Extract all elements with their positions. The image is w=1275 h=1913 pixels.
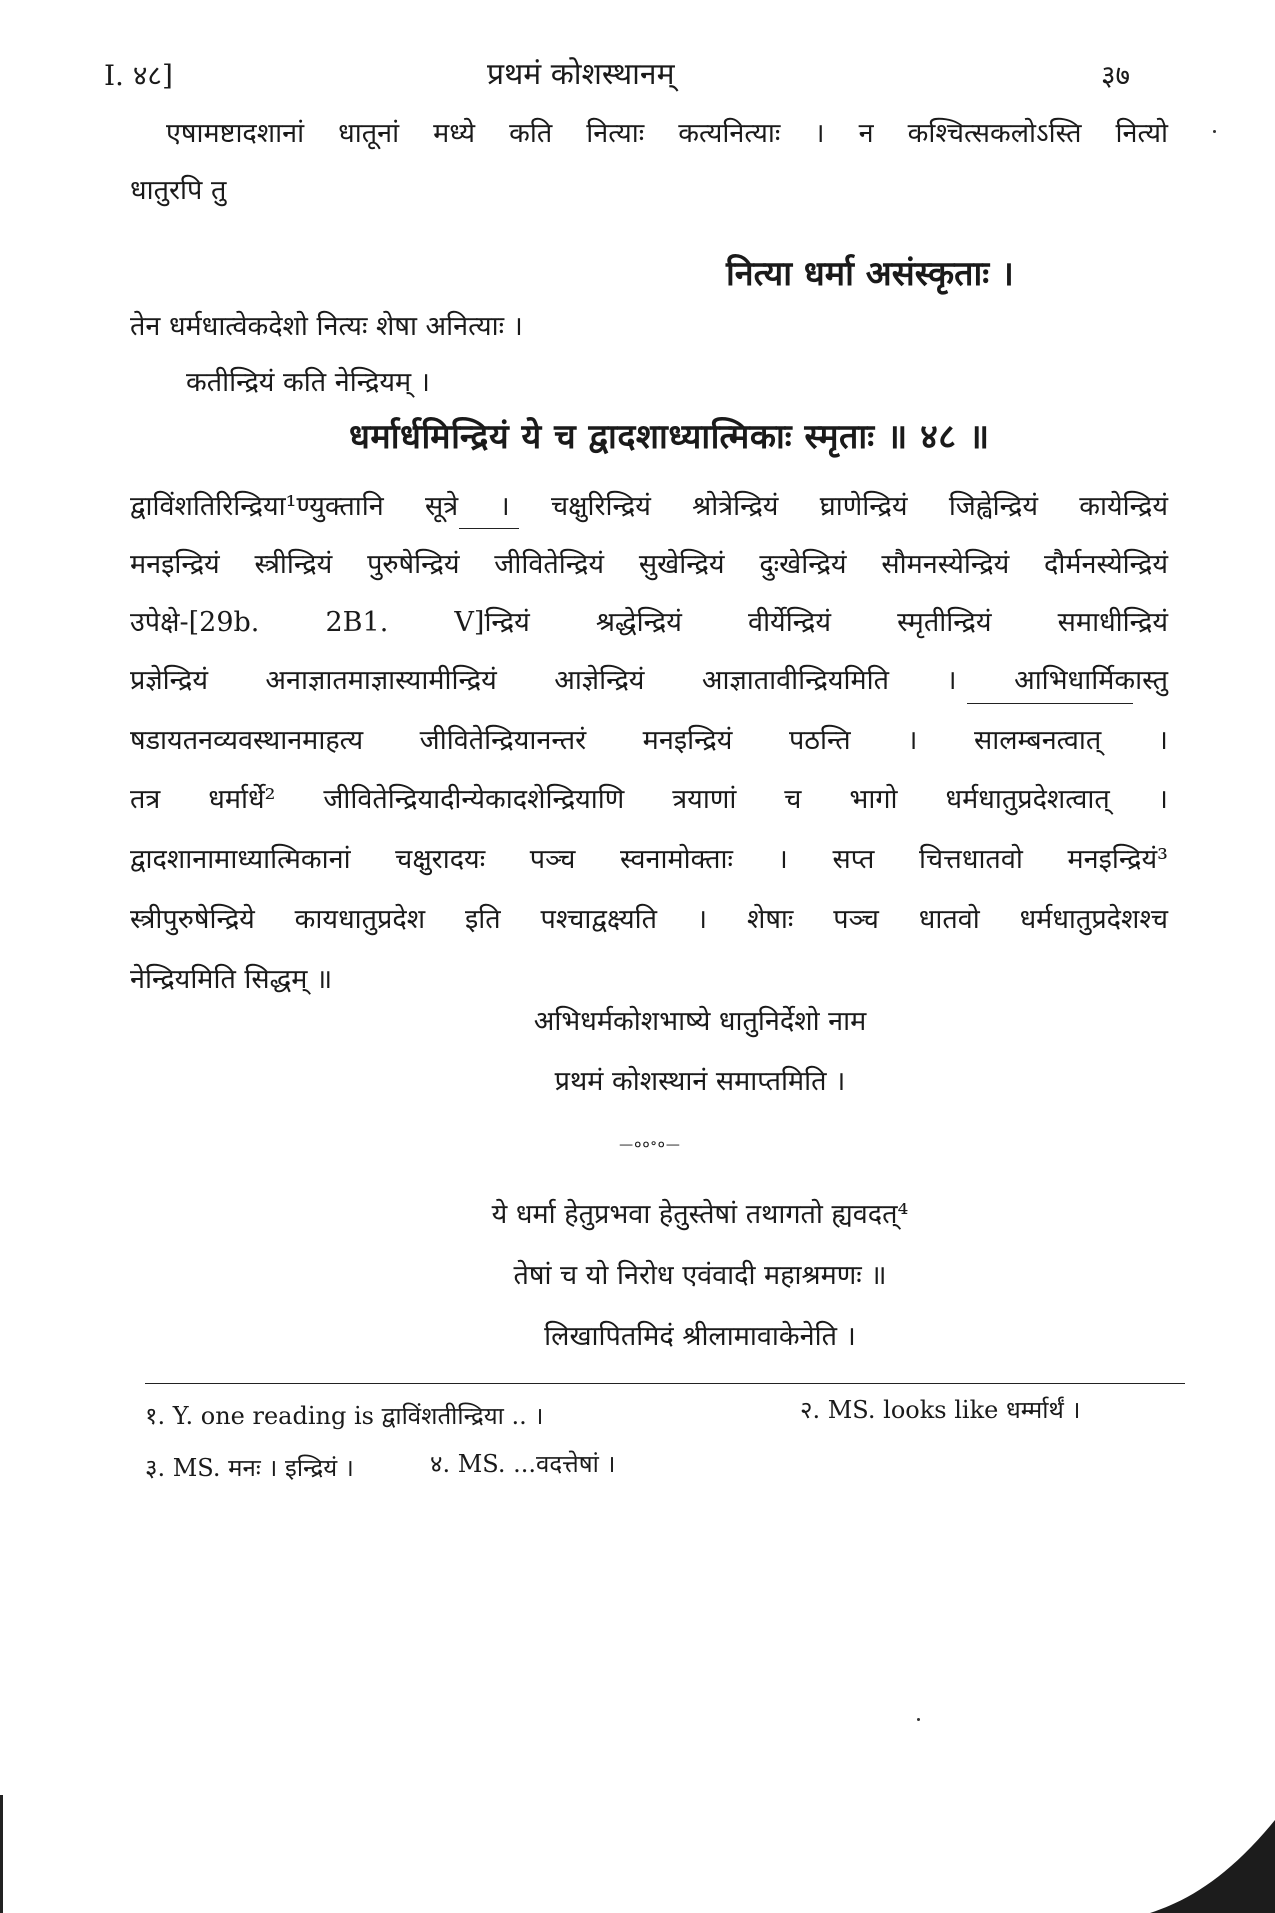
commentary-line-4: प्रज्ञेन्द्रियं अनाज्ञातमाज्ञास्यामीन्द्रियं आज्ञेन्द्रियं आज्ञातावीन्द्रियमिति । आभिधार्मिकास्तु xyxy=(130,665,1168,696)
body-line-p2: तेन धर्मधात्वेकदेशो नित्यः शेषा अनित्याः । xyxy=(130,311,523,342)
body-line-p3: कतीन्द्रियं कति नेन्द्रियम् । xyxy=(186,367,431,398)
commentary-line-8: स्त्रीपुरुषेन्द्रिये कायधातुप्रदेश इति पश्चाद्वक्ष्यति । शेषाः पञ्च धातवो धर्मधातुप्रदेशश्च xyxy=(130,904,1168,935)
footnote-2: २. MS. looks like धर्म्मार्थं । xyxy=(800,1396,1081,1424)
header-page-number: ३७ xyxy=(1101,59,1131,92)
scan-speck xyxy=(917,1718,920,1721)
footnote-4: ४. MS. ...वदत्तेषां । xyxy=(430,1450,616,1478)
body-line-p1-1: एषामष्टादशानां धातूनां मध्ये कति नित्याः कत्यनित्याः । न कश्चित्सकलोऽस्ति नित्यो xyxy=(166,118,1168,149)
closing-verse-line-1: ये धर्मा हेतुप्रभवा हेतुस्तेषां तथागतो ह्यवदत्⁴ xyxy=(491,1199,909,1230)
underline-sutre xyxy=(459,528,519,529)
karika-verse-48: धर्मार्धमिन्द्रियं ये च द्वादशाध्यात्मिकाः स्मृताः ॥ ४८ ॥ xyxy=(349,417,990,457)
scan-speck xyxy=(1213,130,1216,133)
commentary-line-2: मनइन्द्रियं स्त्रीन्द्रियं पुरुषेन्द्रियं जीवितेन्द्रियं सुखेन्द्रियं दुःखेन्द्रियं सौमनस्येन्द्रियं दौर्मनस्येन्द्रियं xyxy=(130,549,1168,580)
commentary-line-6: तत्र धर्मार्धे² जीवितेन्द्रियादीन्येकादशेन्द्रियाणि त्रयाणां च भागो धर्मधातुप्रदेशत्वात् । xyxy=(130,784,1168,815)
commentary-line-3: उपेक्षे-[29b. 2B1. V]न्द्रियं श्रद्धेन्द्रियं वीर्येन्द्रियं स्मृतीन्द्रियं समाधीन्द्रियं xyxy=(130,607,1168,638)
header-title: प्रथमं कोशस्थानम् xyxy=(487,57,675,92)
colophon-line-2: प्रथमं कोशस्थानं समाप्तमिति । xyxy=(554,1066,846,1097)
header-verse-ref: I. ४८] xyxy=(104,59,173,92)
colophon-line-1: अभिधर्मकोशभाष्ये धातुनिर्देशो नाम xyxy=(533,1006,867,1037)
footnote-1: १. Y. one reading is द्वाविंशतीन्द्रिया .. । xyxy=(145,1402,544,1430)
closing-verse-line-2: तेषां च यो निरोध एवंवादी महाश्रमणः ॥ xyxy=(513,1260,887,1291)
karika-verse-1: नित्या धर्मा असंस्कृताः । xyxy=(726,254,1014,294)
scan-edge-mark xyxy=(0,1795,3,1913)
ornament-divider: —००॰०— xyxy=(619,1137,681,1153)
commentary-line-7: द्वादशानामाध्यात्मिकानां चक्षुरादयः पञ्च स्वनामोक्ताः । सप्त चित्तधातवो मनइन्द्रियं³ xyxy=(130,844,1168,875)
underline-abhidharmika xyxy=(967,703,1133,704)
closing-verse-line-3: लिखापितमिदं श्रीलामावाकेनेति । xyxy=(544,1321,856,1352)
footnote-rule xyxy=(145,1383,1185,1384)
commentary-line-5: षडायतनव्यवस्थानमाहत्य जीवितेन्द्रियानन्तरं मनइन्द्रियं पठन्ति । सालम्बनत्वात् । xyxy=(130,725,1168,756)
commentary-last-line: नेन्द्रियमिति सिद्धम् ॥ xyxy=(130,964,333,995)
scan-corner-shadow xyxy=(1150,1820,1275,1913)
body-line-p1-2: धातुरपि तु xyxy=(130,175,227,206)
commentary-line-1: द्वाविंशतिरिन्द्रिया¹ण्युक्तानि सूत्रे । चक्षुरिन्द्रियं श्रोत्रेन्द्रियं घ्राणेन्द्रियं जिह्वेन्द्रियं कायेन्द्रियं xyxy=(130,491,1168,522)
footnote-3: ३. MS. मनः । इन्द्रियं । xyxy=(145,1454,354,1482)
